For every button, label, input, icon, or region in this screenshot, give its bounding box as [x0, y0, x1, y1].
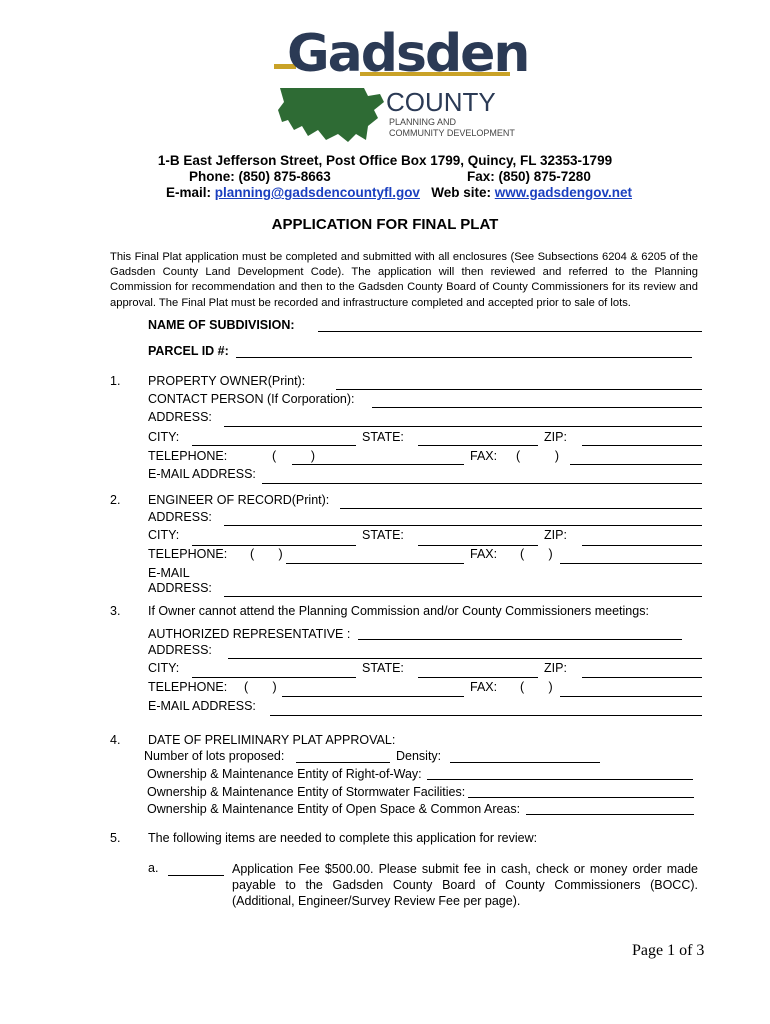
intro-paragraph: This Final Plat application must be completed and submitted with all enclosures (See Subsections 6204 & 6205 of the Gadsden County Land Development Code). The application will then reviewed and referred to the Planning Commission for recommendation and then to the Gadsden County Board of County Commissioners for its review and approval. The Final Plat must be recorded and infrastructure completed and accepted prior to sale of lots. — [110, 251, 698, 309]
owner-telephone-field[interactable] — [292, 464, 464, 465]
rep-fax-area: ( ) — [520, 680, 553, 694]
engineer-zip-field[interactable] — [582, 545, 702, 546]
engineer-telephone-label: TELEPHONE: — [148, 547, 228, 561]
page-title: APPLICATION FOR FINAL PLAT — [271, 216, 499, 233]
owner-address-label: ADDRESS: — [148, 410, 212, 424]
engineer-address-label: ADDRESS: — [148, 510, 212, 524]
logo-subtitle-1: PLANNING AND — [389, 117, 457, 127]
website-label: Web site: — [431, 185, 491, 200]
header-email-row — [166, 185, 632, 200]
section-3-number: 3. — [110, 604, 121, 618]
rep-fax-field[interactable] — [560, 696, 702, 697]
logo-brand: Gadsden — [287, 24, 529, 84]
density-label: Density: — [396, 749, 442, 763]
page-number: Page 1 of 3 — [632, 942, 705, 959]
lots-label: Number of lots proposed: — [144, 749, 285, 763]
header-address: 1-B East Jefferson Street, Post Office Box 1799, Quincy, FL 32353-1799 — [157, 153, 613, 168]
header-fax: Fax: (850) 875-7280 — [467, 169, 591, 184]
rep-zip-label: ZIP: — [544, 661, 567, 675]
section-4-number: 4. — [110, 733, 121, 747]
rep-state-label: STATE: — [362, 661, 404, 675]
engineer-telephone-area: ( ) — [250, 547, 283, 561]
rep-field[interactable] — [358, 639, 682, 640]
density-field[interactable] — [450, 762, 600, 763]
rep-telephone-area: ( ) — [244, 680, 277, 694]
stormwater-entity-label: Ownership & Maintenance Entity of Stormwater Facilities: — [147, 785, 466, 799]
engineer-telephone-field[interactable] — [286, 563, 464, 564]
rep-city-label: CITY: — [148, 661, 180, 675]
owner-zip-field[interactable] — [582, 445, 702, 446]
engineer-fax-area: ( ) — [520, 547, 553, 561]
owner-telephone-label: TELEPHONE: — [148, 449, 228, 463]
fee-checkbox-line[interactable] — [168, 875, 224, 876]
section-5-intro: The following items are needed to complete this application for review: — [148, 831, 538, 845]
owner-fax-area: ( ) — [516, 449, 560, 463]
engineer-zip-label: ZIP: — [544, 528, 567, 542]
section-2-number: 2. — [110, 493, 121, 507]
rep-email-label: E-MAIL ADDRESS: — [148, 699, 256, 713]
rep-fax-label: FAX: — [470, 680, 498, 694]
engineer-city-field[interactable] — [192, 545, 356, 546]
section-1-number: 1. — [110, 374, 121, 388]
owner-fax-field[interactable] — [570, 464, 702, 465]
row-entity-field[interactable] — [427, 779, 693, 780]
header-phone: Phone: (850) 875-8663 — [189, 169, 331, 184]
engineer-label: ENGINEER OF RECORD(Print): — [148, 493, 330, 507]
preliminary-date-label: DATE OF PRELIMINARY PLAT APPROVAL: — [148, 733, 396, 747]
owner-city-label: CITY: — [148, 430, 180, 444]
owner-zip-label: ZIP: — [544, 430, 567, 444]
engineer-email-label-1: E-MAIL — [148, 566, 190, 580]
parcel-field[interactable] — [236, 357, 692, 358]
owner-telephone-area: ( ) — [272, 449, 316, 463]
rep-telephone-label: TELEPHONE: — [148, 680, 228, 694]
section-3-intro: If Owner cannot attend the Planning Commission and/or County Commissioners meetings: — [148, 604, 649, 618]
rep-state-field[interactable] — [418, 677, 538, 678]
engineer-email-label-2: ADDRESS: — [148, 581, 212, 595]
owner-email-label: E-MAIL ADDRESS: — [148, 467, 256, 481]
rep-city-field[interactable] — [192, 677, 356, 678]
engineer-fax-field[interactable] — [560, 563, 702, 564]
open-space-entity-label: Ownership & Maintenance Entity of Open Space & Common Areas: — [147, 802, 521, 816]
owner-email-field[interactable] — [262, 483, 702, 484]
section-5-number: 5. — [110, 831, 121, 845]
owner-fax-label: FAX: — [470, 449, 498, 463]
engineer-address-field[interactable] — [224, 525, 702, 526]
email-label: E-mail: — [166, 185, 212, 200]
email-link[interactable]: planning@gadsdencountyfl.gov — [214, 185, 420, 200]
contact-label: CONTACT PERSON (If Corporation): — [148, 392, 355, 406]
item-a-label: a. — [148, 861, 159, 875]
rep-address-label: ADDRESS: — [148, 643, 212, 657]
owner-label: PROPERTY OWNER(Print): — [148, 374, 306, 388]
engineer-state-field[interactable] — [418, 545, 538, 546]
engineer-email-field[interactable] — [224, 596, 702, 597]
owner-state-field[interactable] — [418, 445, 538, 446]
logo-county: COUNTY — [386, 87, 496, 117]
fee-description: Application Fee $500.00. Please submit fee in cash, check or money order made payable to the Gadsden County Board of County Commissioners (BOCC). (Additional, Engineer/Survey Review Fee per page). — [232, 862, 698, 908]
website-link[interactable]: www.gadsdengov.net — [494, 185, 633, 200]
owner-address-field[interactable] — [224, 426, 702, 427]
contact-field[interactable] — [372, 407, 702, 408]
rep-telephone-field[interactable] — [282, 696, 464, 697]
logo-subtitle-2: COMMUNITY DEVELOPMENT — [389, 128, 515, 138]
rep-label: AUTHORIZED REPRESENTATIVE : — [148, 627, 351, 641]
lots-field[interactable] — [296, 762, 390, 763]
owner-state-label: STATE: — [362, 430, 404, 444]
engineer-field[interactable] — [340, 508, 702, 509]
engineer-state-label: STATE: — [362, 528, 404, 542]
owner-city-field[interactable] — [192, 445, 356, 446]
subdivision-label: NAME OF SUBDIVISION: — [148, 318, 295, 332]
owner-field[interactable] — [336, 389, 702, 390]
rep-address-field[interactable] — [228, 658, 702, 659]
parcel-label: PARCEL ID #: — [148, 344, 229, 358]
subdivision-field[interactable] — [318, 331, 702, 332]
open-space-entity-field[interactable] — [526, 814, 694, 815]
engineer-fax-label: FAX: — [470, 547, 498, 561]
rep-email-field[interactable] — [270, 715, 702, 716]
row-entity-label: Ownership & Maintenance Entity of Right-of-Way: — [147, 767, 422, 781]
stormwater-entity-field[interactable] — [468, 797, 694, 798]
engineer-city-label: CITY: — [148, 528, 180, 542]
rep-zip-field[interactable] — [582, 677, 702, 678]
